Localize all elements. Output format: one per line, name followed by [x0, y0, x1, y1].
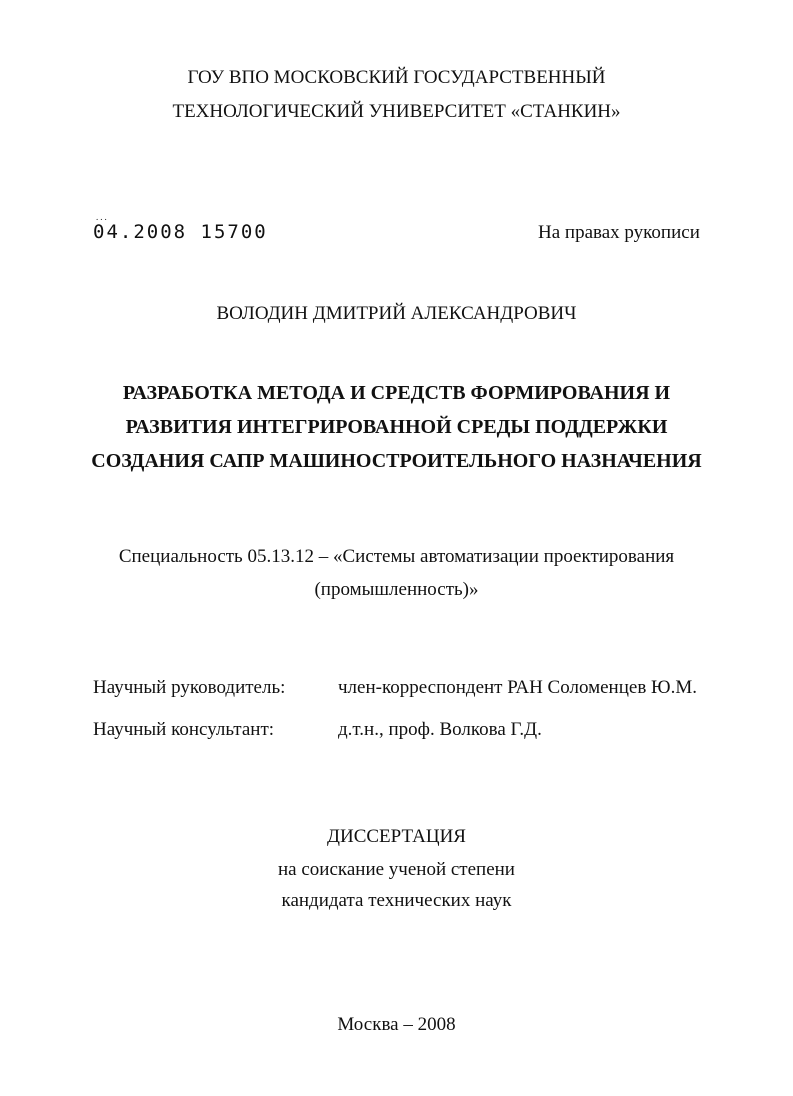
title-line1: РАЗРАБОТКА МЕТОДА И СРЕДСТВ ФОРМИРОВАНИЯ И	[122, 382, 671, 404]
university-name-line1: ГОУ ВПО МОСКОВСКИЙ ГОСУДАРСТВЕННЫЙ	[187, 67, 606, 88]
city-year: Москва – 2008	[337, 1014, 456, 1035]
specialty-line1: Специальность 05.13.12 – «Системы автоматизации проектирования	[118, 546, 675, 567]
supervisor-value: член-корреспондент РАН Соломенцев Ю.М.	[338, 677, 697, 698]
degree-line2: на соискание ученой степени	[278, 859, 515, 880]
supervisor-label: Научный руководитель:	[93, 677, 286, 698]
specialty-line2: (промышленность)»	[314, 579, 479, 600]
registration-stamp: 04.2008 15700	[93, 221, 268, 243]
title-line3: СОЗДАНИЯ САПР МАШИНОСТРОИТЕЛЬНОГО НАЗНАЧЕНИЯ	[91, 450, 702, 472]
consultant-label: Научный консультант:	[93, 719, 275, 740]
consultant-value: д.т.н., проф. Волкова Г.Д.	[338, 719, 542, 740]
degree-line3: кандидата технических наук	[281, 890, 512, 911]
university-name-line2: ТЕХНОЛОГИЧЕСКИЙ УНИВЕРСИТЕТ «СТАНКИН»	[172, 101, 621, 122]
title-line2: РАЗВИТИЯ ИНТЕГРИРОВАННОЙ СРЕДЫ ПОДДЕРЖКИ	[125, 416, 668, 438]
author-name: ВОЛОДИН ДМИТРИЙ АЛЕКСАНДРОВИЧ	[216, 303, 577, 324]
manuscript-rights: На правах рукописи	[538, 222, 700, 243]
stamp-mark: ...	[96, 212, 109, 222]
degree-title: ДИССЕРТАЦИЯ	[327, 826, 466, 847]
